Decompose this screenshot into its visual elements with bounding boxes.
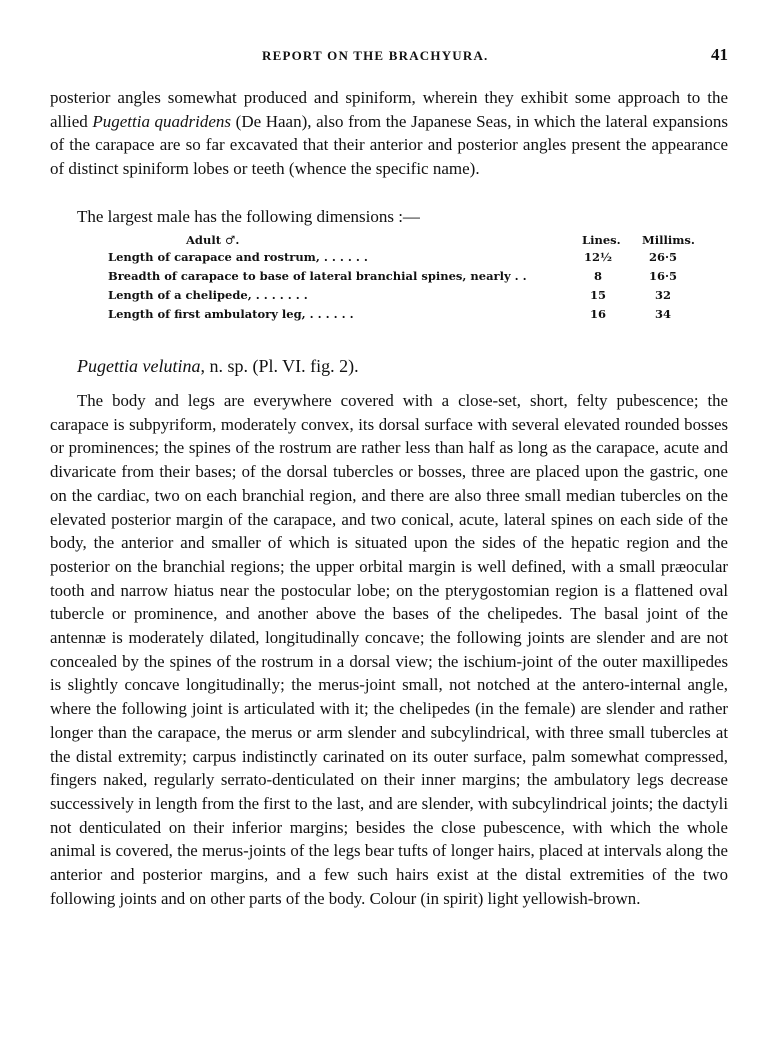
dimensions-heading: Adult ♂. [186, 233, 240, 247]
dimensions-intro: The largest male has the following dimensions :— [77, 207, 420, 226]
para1-text-a: posterior angles somewhat produced and spiniform, wherein they exhibit some approach to the allied [50, 88, 728, 131]
para1-text-b: (De Haan), also from the Japanese Seas, in which the lateral expansions of the carapace are so far excavated that their anterior and posterior angles present the appearance of distinct spiniform lobes or teeth (whence the specific name). [50, 111, 728, 178]
dimensions-header-row [108, 233, 708, 250]
row-lines: 12½ [584, 250, 612, 264]
column-millims: Millims. [642, 233, 695, 247]
table-row [108, 307, 708, 326]
row-millims: 32 [654, 288, 671, 302]
species-heading [77, 356, 359, 377]
row-lines: 8 [593, 269, 602, 283]
species-heading-rest: , n. sp. (Pl. VI. fig. 2). [200, 356, 359, 376]
page-number: 41 [711, 45, 728, 64]
row-millims: 16·5 [648, 269, 677, 283]
row-millims: 26·5 [648, 250, 677, 264]
row-label: Length of a chelipede, . . . . . . . [108, 288, 308, 302]
row-lines: 15 [589, 288, 606, 302]
row-label: Length of first ambulatory leg, . . . . . . [108, 307, 354, 321]
row-label: Breadth of carapace to base of lateral branchial spines, nearly . . [108, 269, 527, 283]
row-label: Length of carapace and rostrum, . . . . . . [108, 250, 368, 264]
table-row [108, 288, 708, 307]
row-lines: 16 [589, 307, 606, 321]
species-reference: Pugettia quadridens [92, 111, 232, 131]
table-row [108, 269, 708, 288]
table-row [108, 250, 708, 269]
species-name: Pugettia velutina [77, 356, 201, 376]
running-title: REPORT ON THE BRACHYURA. [262, 48, 489, 63]
dimensions-table [108, 233, 708, 326]
column-lines: Lines. [582, 233, 621, 247]
species-description: The body and legs are everywhere covered with a close-set, short, felty pubescence; the carapace is subpyriform, moderately convex, its dorsal surface with several elevated rounded bosses or prominences; the spines of the rostrum are rather less than half as long as the carapace, acute and divaricate from their bases; of the dorsal tubercles or bosses, three are placed upon the gastric, one on the cardiac, two on each branchial region, and there are also three small median tubercles on the elevated posterior margin of the carapace, and two conical, acute, lateral spines on each side of the body, the anterior and smaller of which is situated upon the sides of the hepatic region and the posterior on the branchial regions; the upper orbital margin is well defined, with a small præocular tooth and narrow hiatus near the postocular lobe; on the pterygostomian region is a flattened oval tubercle or prominence, and another above the bases of the chelipedes. The basal joint of the antennæ is moderately dilated, longitudinally concave; the following joints are slender and are not concealed by the spines of the rostrum in a dorsal view; the ischium-joint of the outer maxillipedes is slightly concave longitudinally; the merus-joint small, not notched at the antero-internal angle, where the following joint is articulated with it; the chelipedes (in the female) are slender and rather longer than the carapace, the merus or arm slender and subcylindrical, with three small tubercles at the distal extremity; carpus indistinctly carinated on its outer surface, palm somewhat compressed, fingers naked, regularly serrato-denticulated on their inner margins; the ambulatory legs decrease successively in length from the first to the last, and are slender, with subcylindrical joints; the dactyli not denticulated on their inferior margins; besides the close pubescence, with which the whole animal is covered, the merus-joints of the legs bear tufts of longer hairs, placed at intervals along the anterior and posterior margins, and a few such hairs exist at the distal extremities of the two following joints and on other parts of the body. Colour (in spirit) light yellowish-brown. [50, 391, 728, 908]
row-millims: 34 [654, 307, 671, 321]
paragraph-continuation [50, 86, 728, 180]
